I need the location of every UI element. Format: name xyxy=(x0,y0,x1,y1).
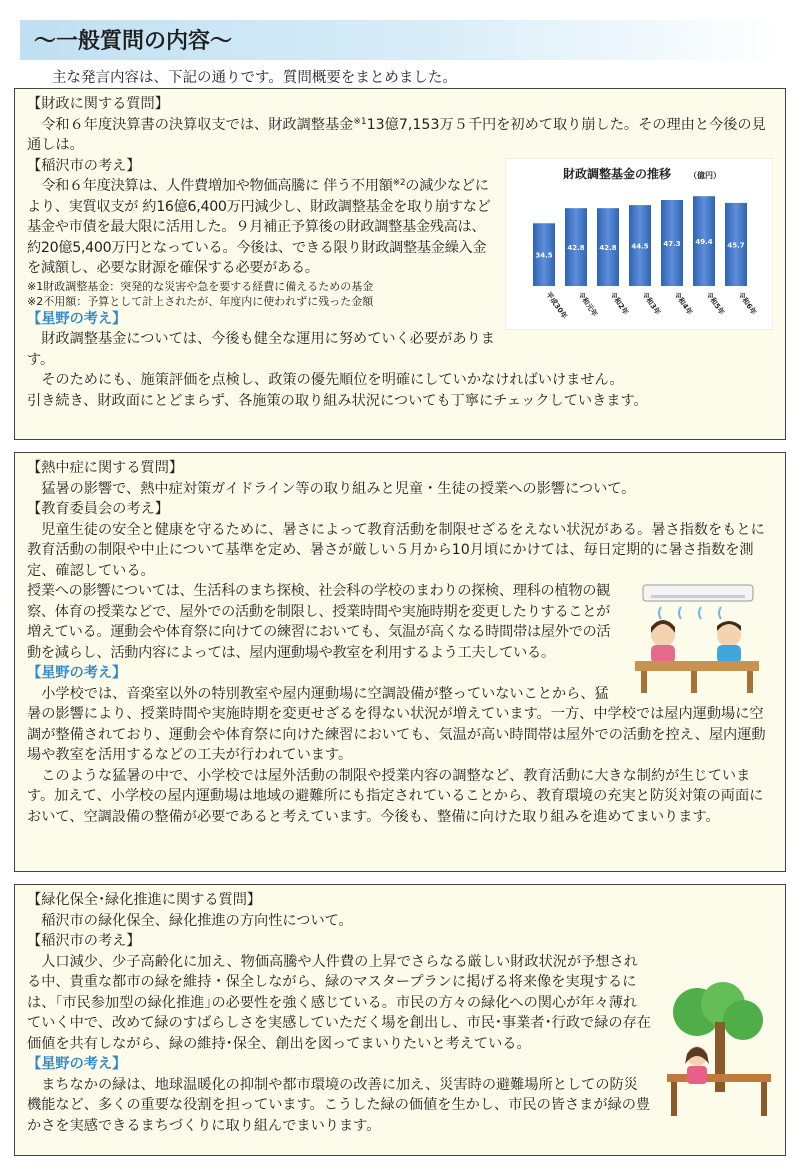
chart-category-label: 令和5年 xyxy=(704,290,726,316)
footnote-2: ※2不用額：予算として計上されたが、年度内に使われずに残った金額 xyxy=(27,294,374,308)
classroom-illustration xyxy=(621,583,773,695)
chart-value-label: 34.5 xyxy=(535,251,553,260)
fund-bar-chart xyxy=(505,158,773,330)
heat-question-text: 猛暑の影響で、熱中症対策ガイドライン等の取り組みと児童・生徒の授業への影響について。 xyxy=(41,480,636,497)
green-hoshino-text: まちなかの緑は、地球温暖化の抑制や都市環境の改善に加え、災害時の避難場所としての防災機能など、多くの重要な役割を担っています。こうした緑の価値を生かし、市民の皆さまが緑の豊かさを実感できるまちづくりに取り組んでまいります。 xyxy=(27,1076,651,1134)
city-view-label: 【稲沢市の考え】 xyxy=(27,157,141,174)
green-hoshino-label: 【星野の考え】 xyxy=(27,1056,127,1072)
green-city-text: 人口減少、少子高齢化に加え、物価高騰や人件費の上昇でさらなる厳しい財政状況が予想される中、貴重な都市の緑を維持・保全しながら、緑のマスタープランに掲げる将来像を実現するには、｢市民参加型の緑化推進｣の必要性を強く感じている。市民の方々の緑化への関心が年々薄れていく中で、改めて緑のすばらしさを実感していただく場を創出し、市民･事業者･行政で緑の存在価値を共有しながら、緑の維持･保全、創出を図ってまいりたいと考えている。 xyxy=(27,953,651,1052)
city-view-text: 令和６年度決算は、人件費増加や物価高騰に 伴う不用額$^{※2}$の減少などにより、実質収支が 約16億6,400万円減少し、財政調整基金を取り崩すなど基金や市債を最大限に活用した。９月補正予算後の財政調整基金残高は、約20億5,400万円となっている。今後は、できる限り財政調整基金繰入金を減額し、必要な財源を確保する必要がある。 xyxy=(27,178,491,276)
footnote-1: ※1財政調整基金：突発的な災害や急を要する経費に備えるための基金 xyxy=(27,279,374,293)
chart-category-label: 令和元年 xyxy=(576,290,599,318)
chart-value-label: 47.3 xyxy=(663,239,681,248)
board-view-text-2: 授業への影響については、生活科のまち探検、社会科の学校のまわりの探検、理科の植物の観察、体育の授業などで、屋外での活動を制限し、授業時間や実施時期を変更したりすることが増えている。運動会や体育祭に向けての練習においても、気温が高くなる時間帯は屋外での活動を減らし、活動内容によっては、屋内運動場や教室を利用するよう工夫している。 xyxy=(27,583,611,661)
chart-unit: （億円） xyxy=(689,170,721,180)
chart-value-label: 49.4 xyxy=(695,237,713,246)
green-question-box xyxy=(14,884,786,1156)
board-view-text-1: 児童生徒の安全と健康を守るために、暑さによって教育活動を制限せざるをえない状況がある。暑さ指数をもとに教育活動の制限や中止について基準を定め、暑さが厳しい５月から10月頃にかけては、毎日定期的に暑さ指数を測定、確認している。 xyxy=(27,521,765,579)
chart-value-label: 44.5 xyxy=(631,242,649,251)
hoshino-view-text-1: 財政調整基金については、今後も健全な運用に努めていく必要があります。 xyxy=(27,331,495,368)
chart-category-label: 平成30年 xyxy=(544,290,569,320)
section-header xyxy=(20,20,780,60)
heat-question-box xyxy=(14,452,786,872)
intro-text: 主な発言内容は、下記の通りです。質問概要をまとめました。 xyxy=(52,70,457,86)
chart-title: 財政調整基金の推移 xyxy=(563,166,672,181)
heat-hoshino-label: 【星野の考え】 xyxy=(27,665,127,681)
chart-category-label: 令和2年 xyxy=(608,290,630,316)
finance-question-label: 【財政に関する質問】 xyxy=(27,96,169,112)
green-question-label: 【緑化保全･緑化推進に関する質問】 xyxy=(27,892,262,908)
footnote-marker-1: ※1 xyxy=(353,116,367,127)
hoshino-view-text-3: 引き続き、財政面にとどまらず、各施策の取り組み状況についても丁寧にチェックしていきます。 xyxy=(27,392,648,409)
footnote-marker-2: ※2 xyxy=(392,178,406,188)
finance-question-text: 令和６年度決算書の決算収支では、財政調整基金$^{※1}$13億7,153万５千円を初めて取り崩した。その理由と今後の見通しは。 xyxy=(27,116,766,153)
green-city-label: 【稲沢市の考え】 xyxy=(27,933,141,949)
chart-value-label: 42.8 xyxy=(567,243,585,252)
park-bench-illustration xyxy=(657,982,779,1124)
heat-question-label: 【熱中症に関する質問】 xyxy=(27,460,184,476)
fund-chart xyxy=(505,158,773,330)
hoshino-view-text-2: そのためにも、施策評価を点検し、政策の優先順位を明確にしていかなければいけません。 xyxy=(41,372,624,388)
chart-category-label: 令和6年 xyxy=(736,290,758,316)
page-title: 〜一般質問の内容〜 xyxy=(34,29,233,54)
hoshino-view-label: 【星野の考え】 xyxy=(27,310,127,327)
board-view-label: 【教育委員会の考え】 xyxy=(27,501,169,517)
heat-hoshino-text-1: 小学校では、音楽室以外の特別教室や屋内運動場に空調設備が整っていないことから、猛暑の影響により、授業時間や実施時期を変更せざるを得ない状況が増えています。一方、中学校では屋内運動場に空調が整備されており、運動会や体育祭に向けた練習においても、気温が高い時間帯は屋外での活動を控え、屋内運動場や教室を活用するなどの工夫が行われています。 xyxy=(27,685,766,763)
chart-value-label: 45.7 xyxy=(727,240,745,249)
finance-question-box xyxy=(14,88,786,440)
chart-value-label: 42.8 xyxy=(599,243,617,252)
heat-hoshino-text-2: このような猛暑の中で、小学校では屋外活動の制限や授業内容の調整など、教育活動に大きな制約が生じています。加えて、小学校の屋内運動場は地域の避難所にも指定されていることから、教育環境の充実と防災対策の両面において、空調設備の整備が必要であると考えています。今後も、整備に向けた取り組みを進めてまいります。 xyxy=(27,767,764,825)
chart-category-label: 令和3年 xyxy=(640,290,662,316)
chart-category-label: 令和4年 xyxy=(672,290,694,316)
green-question-text: 稲沢市の緑化保全、緑化推進の方向性について。 xyxy=(41,912,353,929)
